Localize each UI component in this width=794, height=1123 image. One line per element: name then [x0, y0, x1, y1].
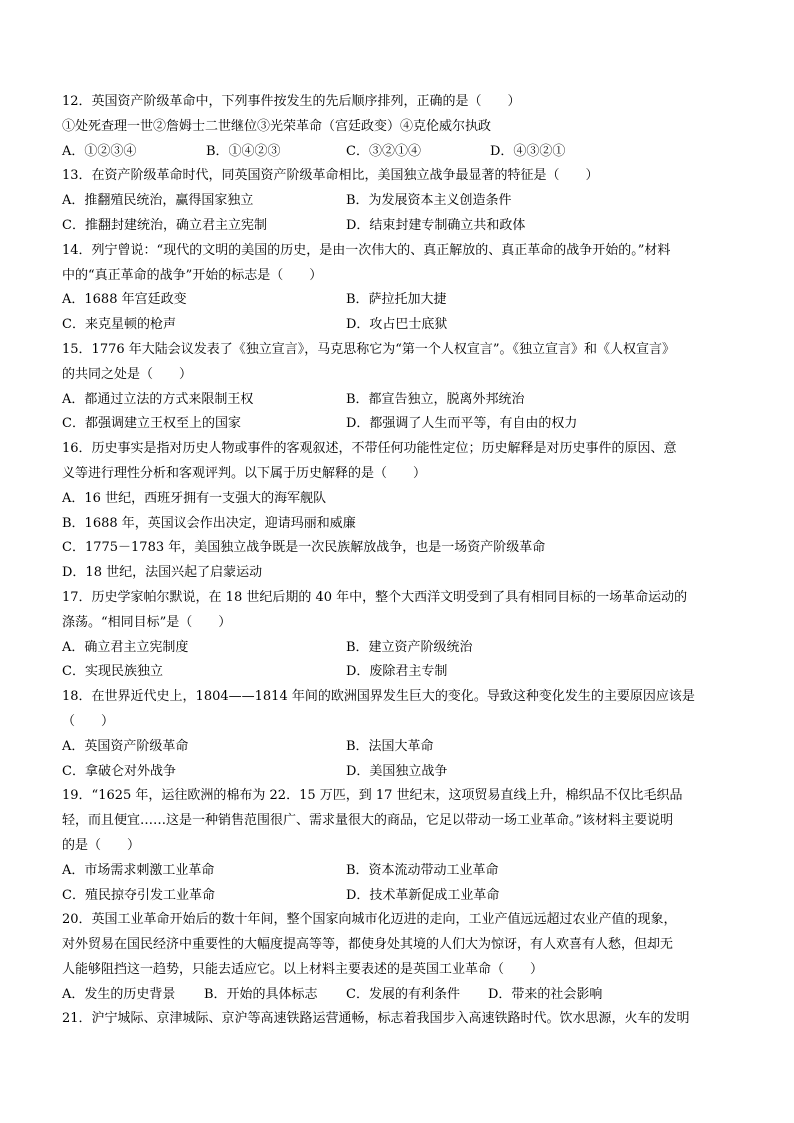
- option-a: A．①②③④: [62, 143, 137, 159]
- option-c: C．③②①④: [346, 143, 421, 159]
- question-stem-cont: 的共同之处是（ ）: [62, 366, 193, 382]
- question-19: [62, 784, 734, 908]
- option-a: A．发生的历史背景: [62, 986, 176, 1002]
- option-b: B．法国大革命: [346, 738, 434, 754]
- options-row: [62, 140, 734, 165]
- option-d: D．攻占巴士底狱: [346, 317, 448, 333]
- option-a: A．市场需求刺激工业革命: [62, 862, 215, 878]
- option-d: D．都强调了人生而平等，有自由的权力: [346, 416, 578, 432]
- options-grid: [62, 735, 734, 785]
- options-grid: [62, 288, 734, 338]
- question-stem: 12．英国资产阶级革命中，下列事件按发生的先后顺序排列，正确的是（ ）: [62, 94, 521, 109]
- option-a: A．16 世纪，西班牙拥有一支强大的海军舰队: [62, 490, 327, 506]
- option-c: C．发展的有利条件: [346, 986, 460, 1002]
- option-a: A．确立君主立宪制度: [62, 639, 189, 655]
- options-grid: [62, 388, 734, 438]
- question-stem: 15．1776 年大陆会议发表了《独立宣言》，马克思称它为“第一个人权宣言”。《独立宣言》和《人权宣言》: [62, 341, 676, 357]
- question-stem: 21．沪宁城际、京津城际、京沪等高速铁路运营通畅，标志着我国步入高速铁路时代。饮水思源，火车的发明: [62, 1011, 690, 1027]
- question-14: [62, 239, 734, 338]
- question-stem: 14．列宁曾说：“现代的文明的美国的历史，是由一次伟大的、真正解放的、真正革命的战争开始的。”材料: [62, 242, 671, 258]
- option-b: B．①④②③: [206, 143, 281, 159]
- option-d: D．结束封建专制确立共和政体: [346, 217, 526, 233]
- option-b: B．1688 年，英国议会作出决定，迎请玛丽和威廉: [62, 515, 356, 531]
- question-stem-cont: 轻，而且便宜……这是一种销售范围很广、需求量很大的商品，它足以带动一场工业革命。”该材料主要说明: [62, 813, 674, 829]
- question-17: [62, 586, 734, 685]
- question-21: [62, 1007, 734, 1032]
- question-stem: 16．历史事实是指对历史人物或事件的客观叙述，不带任何功能性定位；历史解释是对历史事件的原因、意: [62, 441, 677, 457]
- question-stem: 20．英国工业革命开始后的数十年间，整个国家向城市化迈进的走向，工业产值远远超过农业产值的现象，: [62, 912, 677, 928]
- question-stem: 19．“1625 年，运往欧洲的棉布为 22．15 万匹，到 17 世纪末，这项贸易直线上升，棉织品不仅比毛织品: [62, 788, 683, 804]
- question-stem-cont: 人能够阻挡这一趋势，只能去适应它。以上材料主要表述的是英国工业革命（ ）: [62, 961, 544, 977]
- option-c: C．1775－1783 年，美国独立战争既是一次民族解放战争，也是一场资产阶级革命: [62, 540, 546, 556]
- option-a: A．英国资产阶级革命: [62, 738, 189, 754]
- question-12: [62, 90, 734, 164]
- question-stem: 18．在世界近代史上，1804——1814 年间的欧洲国界发生巨大的变化。导致这种变化发生的主要原因应该是: [62, 689, 695, 705]
- question-stem-cont: （ ）: [62, 713, 115, 729]
- option-c: C．实现民族独立: [62, 664, 163, 680]
- option-b: B．资本流动带动工业革命: [346, 862, 499, 878]
- option-c: C．都强调建立王权至上的国家: [62, 416, 241, 432]
- question-stem-cont: 义等进行理性分析和客观评判。以下属于历史解释的是（ ）: [62, 465, 427, 481]
- option-b: B．为发展资本主义创造条件: [346, 193, 512, 209]
- question-stem-cont: 涤荡。“相同目标”是（ ）: [62, 614, 232, 630]
- option-a: A．都通过立法的方式来限制王权: [62, 391, 254, 407]
- option-d: D．美国独立战争: [346, 763, 448, 779]
- question-13: [62, 164, 734, 238]
- option-d: D．技术革新促成工业革命: [346, 887, 500, 903]
- question-stem-cont: 的是（ ）: [62, 837, 141, 853]
- options-grid: [62, 859, 734, 909]
- option-d: D．废除君主专制: [346, 664, 448, 680]
- option-d: D．带来的社会影响: [488, 986, 603, 1002]
- option-d: D．18 世纪，法国兴起了启蒙运动: [62, 565, 263, 581]
- question-stem: 13．在资产阶级革命时代，同英国资产阶级革命相比，美国独立战争最显著的特征是（ ）: [62, 168, 599, 184]
- question-15: [62, 338, 734, 437]
- options-grid: [62, 636, 734, 686]
- option-a: A．推翻殖民统治，赢得国家独立: [62, 193, 254, 209]
- question-sub-items: ①处死查理一世②詹姆士二世继位③光荣革命（宫廷政变）④克伦威尔执政: [62, 118, 492, 134]
- option-b: B．都宣告独立，脱离外邦统治: [346, 391, 525, 407]
- question-stem-cont: 中的“真正革命的战争”开始的标志是（ ）: [62, 267, 323, 283]
- options-row: [62, 983, 734, 1008]
- option-d: D．④③②①: [490, 143, 566, 159]
- option-a: A．1688 年宫廷政变: [62, 292, 187, 308]
- question-18: [62, 685, 734, 784]
- option-b: B．建立资产阶级统治: [346, 639, 473, 655]
- option-c: C．殖民掠夺引发工业革命: [62, 887, 215, 903]
- question-stem: 17．历史学家帕尔默说，在 18 世纪后期的 40 年中，整个大西洋文明受到了具有相同目标的一场革命运动的: [62, 589, 688, 605]
- option-c: C．拿破仑对外战争: [62, 763, 176, 779]
- options-grid: [62, 189, 734, 239]
- question-20: [62, 908, 734, 1007]
- option-c: C．来克星顿的枪声: [62, 317, 176, 333]
- option-b: B．开始的具体标志: [204, 986, 318, 1002]
- option-b: B．萨拉托加大捷: [346, 292, 447, 308]
- exam-page: [62, 90, 734, 1032]
- question-stem-cont: 对外贸易在国民经济中重要性的大幅度提高等等，都使身处其境的人们大为惊讶，有人欢喜有人愁，但却无: [62, 937, 674, 953]
- option-c: C．推翻封建统治，确立君主立宪制: [62, 217, 267, 233]
- question-16: [62, 437, 734, 586]
